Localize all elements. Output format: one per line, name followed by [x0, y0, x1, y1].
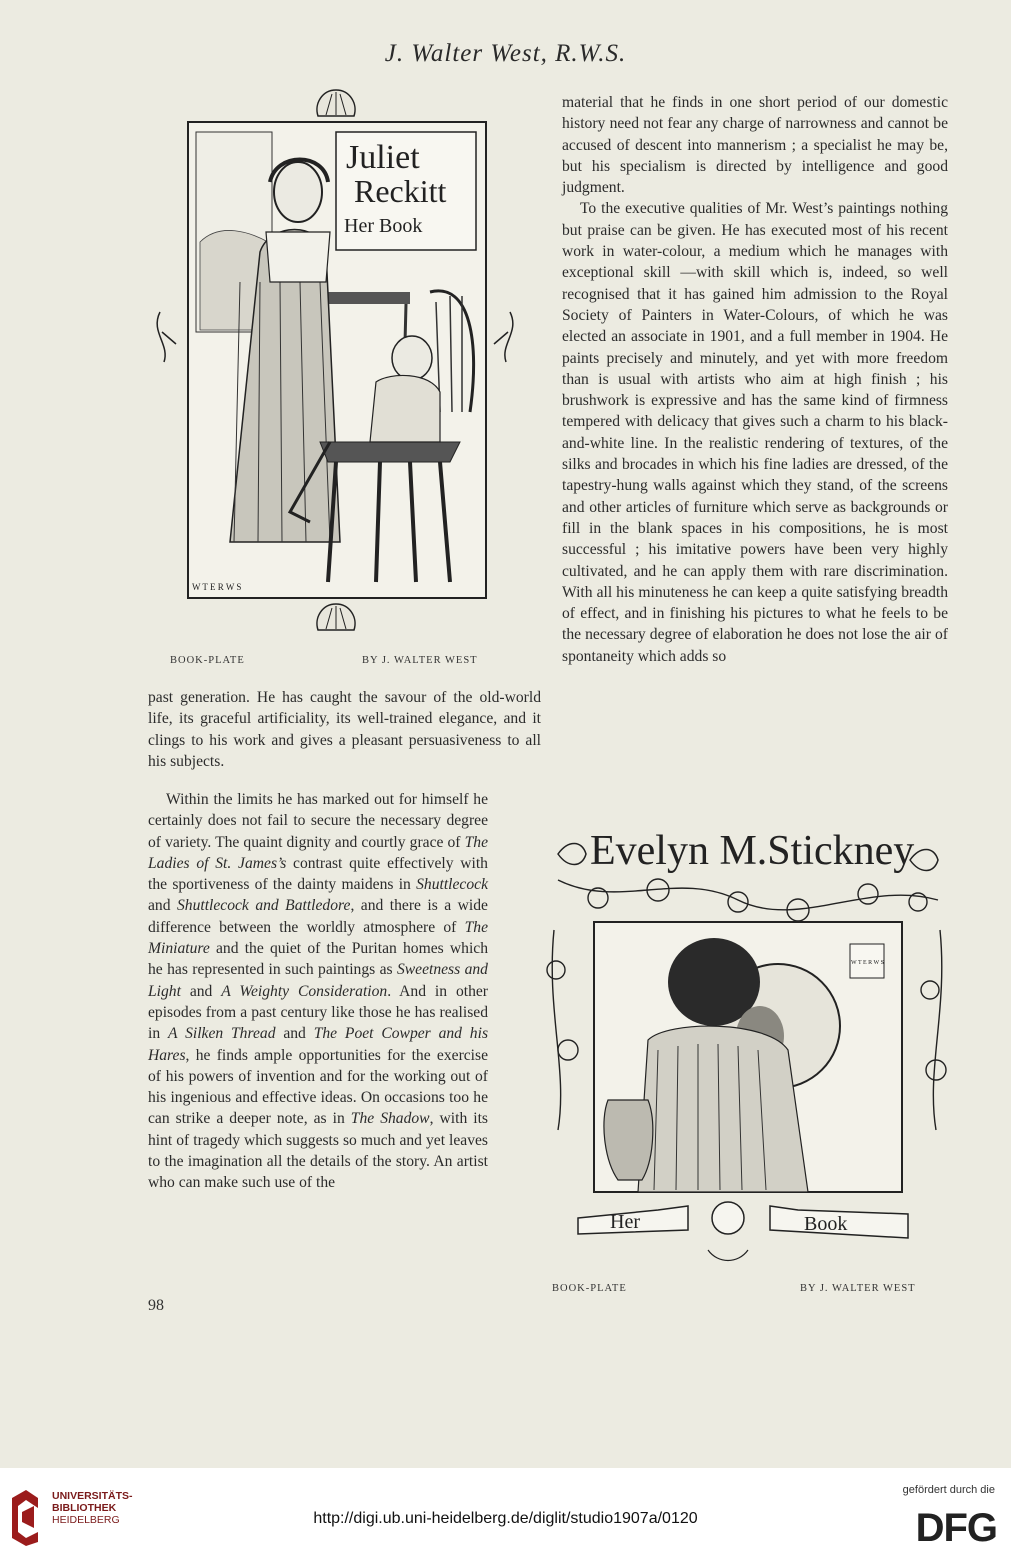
caption-right-title: BOOK-PLATE	[552, 1283, 627, 1294]
title-sweetness-light: Sweetness and Light	[148, 961, 488, 1000]
title-poet-cowper: The Poet Cowper and his Hares	[148, 1025, 489, 1064]
ribbon-left-text: Her	[610, 1211, 640, 1233]
source-url-link[interactable]: http://digi.ub.uni-heidelberg.de/diglit/studio1907a/0120	[313, 1510, 698, 1527]
title-miniature: The Miniature	[148, 918, 488, 958]
funder-label: gefördert durch die	[902, 1484, 995, 1496]
shell-ornament-icon	[317, 604, 355, 630]
iris-left-icon	[157, 312, 176, 362]
ribbon-right-text: Book	[804, 1213, 848, 1235]
dfg-logo: DFG	[915, 1506, 997, 1550]
artist-monogram: W T E R W S	[851, 960, 884, 966]
ribbon-bow-icon	[558, 844, 586, 865]
iris-right-icon	[494, 312, 513, 362]
title-weighty-consideration: A Weighty Consideration	[221, 982, 388, 1000]
title-silken-thread: A Silken Thread	[167, 1025, 276, 1043]
caption-left-title: BOOK-PLATE	[170, 655, 245, 666]
inscription-line3: Her Book	[344, 215, 423, 237]
caption-left-credit: BY J. WALTER WEST	[362, 655, 478, 666]
jug-icon	[604, 1100, 653, 1180]
title-shuttlecock: Shuttlecock	[416, 876, 488, 894]
inscription-line1: Juliet	[346, 139, 420, 176]
caption-right-credit: BY J. WALTER WEST	[800, 1283, 916, 1294]
bookplate-evelyn-stickney	[538, 810, 956, 1280]
artist-monogram: W T E R W S	[192, 582, 242, 592]
bookplate-juliet-reckitt	[140, 82, 532, 642]
plate-title: Evelyn M.Stickney	[590, 828, 915, 874]
inscription-line2: Reckitt	[354, 173, 447, 209]
paragraph: Within the limits he has marked out for himself he certainly does not fail to secure the necessary degree of variety. The quaint dignity and courtly grace of The Ladies of St. James’s contrast quite effectively with the sportiveness of the dainty maidens in Shuttlecock and Shuttlecock and Battledore, and there is a wide difference between the worldly atmosphere of The Miniature and the quiet of the Puritan homes which he has represented in such paintings as Sweetness and Light and A Weighty Consideration. And in other episodes from a past century like those he has realised in A Silken Thread and The Poet Cowper and his Hares, he finds ample opportunities for the exercise of his powers of invention and for the working out of his ingenious and effective ideas. On occasions too he can strike a deeper note, as in The Shadow, with its hint of tragedy which suggests so much and yet leaves to the imagination all the details of the story. An artist who can make such use of the	[148, 791, 489, 1192]
paragraph: past generation. He has caught the savour of the old-world life, its graceful artificiality, its well-trained elegance, and it clings to his work and gives a pleasant persuasiveness to all his subjects.	[148, 689, 541, 770]
paragraph: material that he finds in one short period of our domestic history need not fear any charge of narrowness and cannot be accused of descent into mannerism ; a specialist he may be, but his specialism is directed by intelligence and good judgment.	[562, 94, 948, 197]
title-ladies-st-james: The Ladies of St. James’s	[148, 833, 488, 872]
left-column-lower	[148, 789, 488, 1194]
title-shuttlecock-battledore: Shuttlecock and Battledore	[176, 897, 351, 915]
paragraph: To the executive qualities of Mr. West’s paintings nothing but praise can be given. He has executed most of his recent work in water-colour, a medium which he manages with exceptional skill —with skill which is, indeed, so well recognised that it has gained him admission to the Royal Society of Painters in Water-Colours, of which he was elected an associate in 1901, and a full member in 1904. He paints precisely and minutely, and yet with more freedom than is usual with artists who aim at high finish ; his brushwork is expressive and has the same kind of firmness tempered with delicacy that gives such a charm to his black-and-white line. In the realistic rendering of textures, of the silks and brocades in which his fine ladies are dressed, of the tapestry-hung walls against which they stand, of the screens and other articles of furniture which serve as backgrounds or fill in the blank spaces in his compositions, he is most successful ; his imitative powers have been very highly cultivated, and he can apply them with rare discrimination. With all his minuteness he can keep a quite satisfying breadth of effect, and in finishing his pictures to what he feels to be the necessary degree of elaboration he does not lose the air of spontaneity which adds so	[562, 200, 948, 665]
title-shadow: The Shadow	[350, 1110, 430, 1128]
running-header: J. Walter West, R.W.S.	[384, 40, 627, 67]
shell-ornament-icon	[317, 90, 355, 116]
left-column-top	[148, 687, 541, 772]
library-name: UNIVERSITÄTS- BIBLIOTHEK HEIDELBERG	[52, 1490, 133, 1526]
right-column-top	[562, 92, 948, 667]
page-number: 98	[148, 1297, 164, 1314]
